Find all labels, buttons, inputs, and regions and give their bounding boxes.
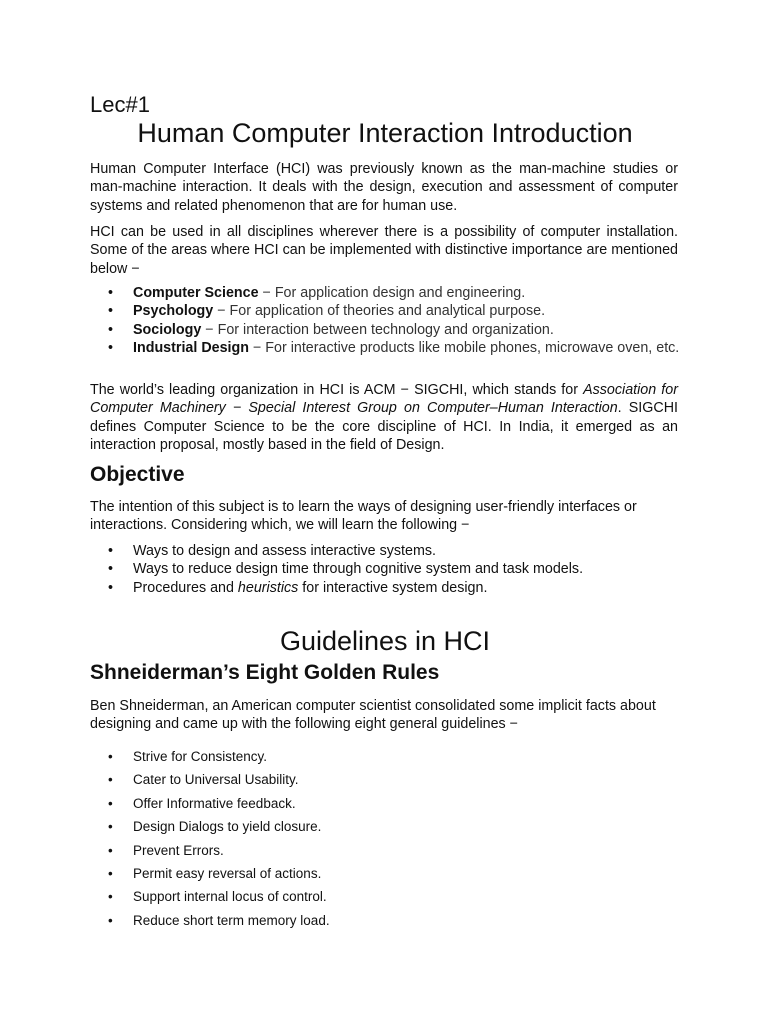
area-term: Psychology [133, 303, 214, 320]
guidelines-heading: Guidelines in HCI [279, 626, 491, 656]
golden-rules-heading: Shneiderman’s Eight Golden Rules [90, 661, 440, 684]
objective-heading: Objective [90, 463, 185, 486]
area-term: Sociology [133, 321, 202, 338]
intro-paragraph-1: Human Computer Interface (HCI) was previously known as the man-machine studies or man-machine interaction. It deals with the design, execution and assessment of computer systems and related phenomenon that are for human use. [90, 161, 678, 214]
item-text: Procedures and [133, 579, 238, 596]
list-item [90, 321, 680, 339]
list-item: • Reduce short term memory load. [90, 912, 680, 935]
list-item: • Offer Informative feedback. [90, 795, 680, 818]
list-item: • Design Dialogs to yield closure. [90, 818, 680, 841]
list-item [90, 339, 680, 357]
item-text: for interactive system design. [298, 579, 488, 596]
acm-rest: . SIGCHI defines Computer Science to be the core discipline of HCI. In India, it emerged as an interaction proposal, mostly based in the field of Design. [90, 400, 678, 453]
acm-expansion: Association for Computer Machinery − Special Interest Group on Computer–Human Interaction [90, 382, 678, 417]
area-term: Industrial Design [133, 339, 249, 356]
area-desc: − For application of theories and analytical purpose. [213, 303, 546, 320]
areas-list [90, 284, 680, 357]
area-desc: − For application design and engineering. [258, 285, 526, 301]
objective-list [90, 542, 680, 597]
objective-intro: The intention of this subject is to learn the ways of designing user-friendly interfaces or interactions. Considering which, we will learn the following − [90, 499, 637, 534]
list-item: • Cater to Universal Usability. [90, 771, 680, 794]
page-title: Human Computer Interaction Introduction [137, 118, 633, 148]
guidelines-intro: Ben Shneiderman, an American computer scientist consolidated some implicit facts about designing and came up with the following eight general guidelines − [90, 698, 656, 733]
list-item: • Strive for Consistency. [90, 748, 680, 771]
acm-paragraph [90, 381, 678, 454]
list-item: • Support internal locus of control. [90, 888, 680, 911]
list-item: • Prevent Errors. [90, 842, 680, 865]
item-italic: heuristics [237, 579, 299, 596]
area-desc: − For interactive products like mobile phones, microwave oven, etc. [248, 339, 680, 356]
intro-paragraph-2: HCI can be used in all disciplines wherever there is a possibility of computer installation. Some of the areas where HCI can be implemented with distinctive importance are mentioned below − [90, 224, 678, 277]
list-item: • Permit easy reversal of actions. [90, 865, 680, 888]
lecture-label: Lec#1 [90, 92, 150, 117]
area-term: Computer Science [133, 285, 259, 301]
list-item: • Ways to reduce design time through cognitive system and task models. [90, 560, 680, 578]
list-item [90, 284, 680, 302]
list-item [90, 579, 680, 597]
rules-list [90, 748, 680, 935]
list-item [90, 302, 680, 320]
acm-lead: The world’s leading organization in HCI is ACM − SIGCHI, which stands for [90, 382, 584, 398]
list-item: • Ways to design and assess interactive systems. [90, 542, 680, 560]
area-desc: − For interaction between technology and organization. [201, 321, 554, 338]
